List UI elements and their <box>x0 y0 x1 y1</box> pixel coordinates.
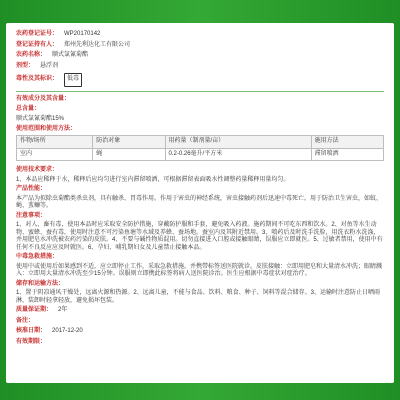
usage-table-header-row <box>17 136 384 149</box>
usage-table-body <box>17 148 384 161</box>
validity-label: 有效期限： <box>16 338 47 345</box>
storage-title: 储存和运输方法： <box>16 280 65 287</box>
holder-value: 郑州先利达化工有限公司 <box>64 41 131 48</box>
usage-cell-method: 滞留喷洒 <box>311 148 383 161</box>
approval-date-label: 核准日期： <box>16 328 47 334</box>
usage-table <box>16 135 384 161</box>
usage-table-head <box>17 136 384 149</box>
tech-line: 1、本品应稀释于水，稀释后应均匀进行室内滞留喷洒，可根据滞留表面吸水性调整药量稀释用量均匀。 <box>16 176 290 183</box>
product-performance-text: 本产品为拟除虫菊酯类杀虫剂，具有触杀、胃毒作用。作用于害虫的神经系统，害虫接触药剂后迅速中毒死亡。用于防治卫生害虫，如蚊、蝇、蜚蠊等。 <box>16 195 383 209</box>
label-paper <box>6 23 394 383</box>
formulation-row <box>16 63 384 71</box>
shelf-life-label: 质量保证期： <box>16 307 53 313</box>
usage-col-target: 防治对象 <box>93 136 165 149</box>
cautions-title: 注意事项： <box>16 212 47 219</box>
toxicity-label: 毒性及其标识： <box>16 76 59 83</box>
usage-cell-crop: 室内 <box>17 148 93 161</box>
pesticide-name-value: 顺式氯氰菊酯 <box>52 52 89 58</box>
usage-col-crop: 作物/场所 <box>17 136 93 149</box>
pesticide-name-row <box>16 52 384 60</box>
usage-cell-dose: 0.2-0.26毫升/平方米 <box>165 148 311 161</box>
ingredients-total-row <box>16 106 384 114</box>
usage-col-method: 施用方法 <box>311 136 383 149</box>
notes-row <box>16 318 384 326</box>
registration-value: WP20170142 <box>64 31 101 37</box>
formulation-label: 剂型： <box>16 62 35 69</box>
ingredients-total-label: 总含量： <box>16 105 41 112</box>
shelf-life-value: 2年 <box>58 307 68 313</box>
divider <box>16 91 384 92</box>
label-content <box>6 23 394 346</box>
shelf-life-row <box>16 307 384 315</box>
table-row <box>17 148 384 161</box>
first-aid-text: 使用中或使用后如果感到不适，应立即停止工作，采取急救措施，并携带标签送医院就诊。皮肤接触：立即用肥皂和大量清水冲洗；眼睛溅入：立即用大量清水冲洗至少15分钟。误服则立即携此标签将病人送医院诊治。医生应根据中毒症状对症治疗。 <box>16 263 383 277</box>
registration-row <box>16 31 384 39</box>
approval-date-value: 2017-12-20 <box>52 328 83 334</box>
low-toxicity-icon <box>64 73 82 87</box>
notes-label: 备注： <box>16 317 35 324</box>
cautions-text: 1、对人、畜有毒，使用本品时应采取安全防护措施，穿戴防护服和手套，避免吸入药液。施药期间不可吃东西和饮水。2、对鱼等水生动物、蜜蜂、蚕有毒，使用时注意不可污染鱼塘等水域及养蜂、蚕场地。蚕室内及其附近禁用。3、喷药后及时洗手洗脸，用洗衣粉水洗涤，并用肥皂水冲洗被农药污染的皮肤。4、不要与碱性物质混用。切勿直接进入口腔或接触眼睛，误服应立即就医。5、过敏者禁用，使用中有任何不良反应应及时就医。6、孕妇、哺乳期妇女及儿童禁止接触本品。 <box>16 222 383 251</box>
registration-label: 农药登记证号： <box>16 31 59 37</box>
ingredients-line: 顺式氯氰菊酯15% <box>16 116 65 122</box>
low-toxicity-text: 低毒 <box>67 76 80 83</box>
approval-date-row <box>16 328 384 336</box>
toxicity-row <box>16 73 384 87</box>
bottom-border <box>0 384 400 400</box>
holder-row <box>16 42 384 50</box>
usage-col-dose: 用药量（制剂量/亩） <box>165 136 311 149</box>
storage-text: 1、置于阴凉通风干燥处，远离火源和热源。2、远离儿童，不能与食品、饮料、粮食、种子、饲料等混合储存。3、运输时注意防止日晒雨淋，装卸时轻拿轻放，避免损坏包装。 <box>16 290 381 304</box>
tech-title: 使用技术要求： <box>16 167 59 173</box>
first-aid-title: 中毒急救措施： <box>16 254 59 260</box>
usage-title: 使用范围和使用方法： <box>16 125 77 132</box>
product-performance-title: 产品性能： <box>16 186 47 192</box>
validity-row <box>16 339 384 347</box>
ingredients-title: 有效成分及其含量： <box>16 96 71 102</box>
pesticide-name-label: 农药名称： <box>16 52 47 58</box>
formulation-value: 悬浮剂 <box>40 62 59 69</box>
usage-cell-target: 蝇 <box>93 148 165 161</box>
holder-label: 登记证持有人： <box>16 41 59 48</box>
